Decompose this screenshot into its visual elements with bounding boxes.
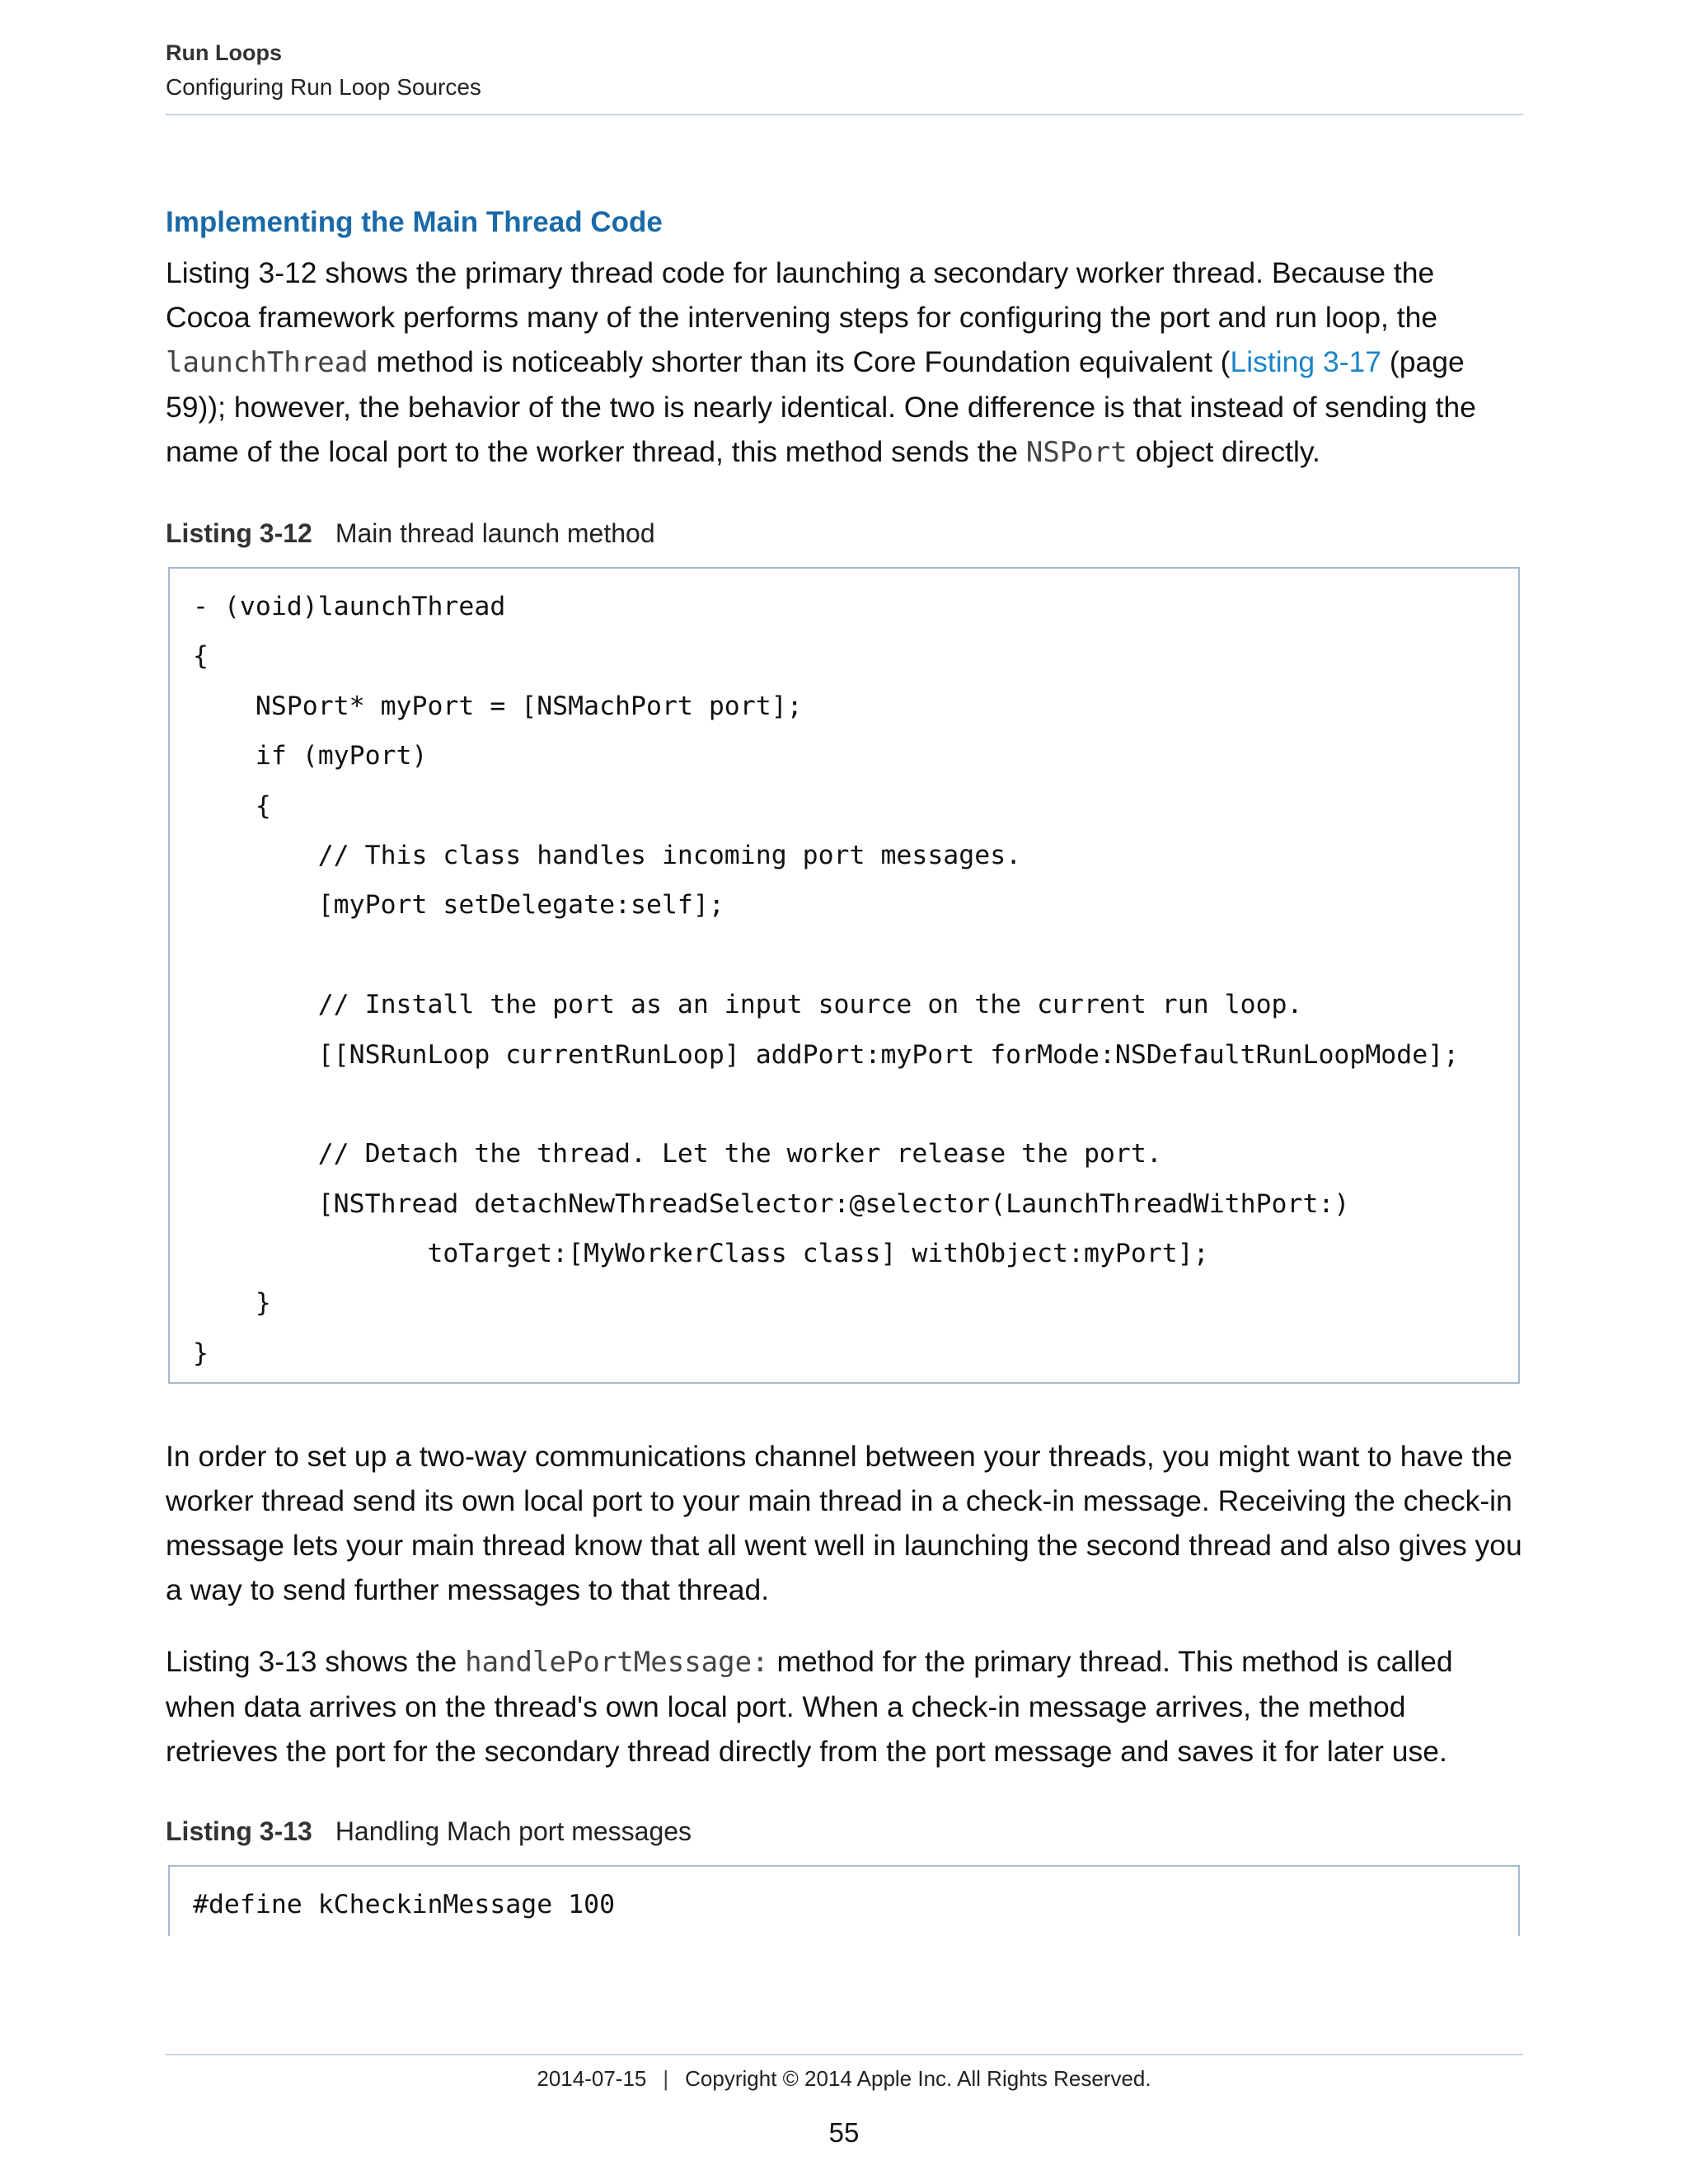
header-divider [166, 114, 1523, 115]
code-listing-3-12 [168, 567, 1520, 1384]
check-in-paragraph: In order to set up a two-way communications channel between your threads, you might want to have the worker thread send its own local port to your main thread in a check-in message. Receiving the check-in message lets your main thread know that all went well in launching the second thread and also gives you a way to send further messages to that thread. [166, 1440, 1522, 1606]
footer-copyright: Copyright © 2014 Apple Inc. All Rights Reserved. [685, 2066, 1151, 2091]
page-number: 55 [828, 2117, 860, 2148]
intro-text-1: Listing 3-12 shows the primary thread code for launching a secondary worker thread. Because the Cocoa framework performs many of the intervening steps for configuring the port and run loop, the [166, 256, 1438, 334]
code-line: // Detach the thread. Let the worker release the port. [193, 1139, 1162, 1169]
intro-text-2: method is noticeably shorter than its Core Foundation equivalent ( [368, 345, 1231, 378]
code-line: [myPort setDelegate:self]; [193, 890, 724, 921]
intro-text-3: (page 59)); however, the behavior of the two is nearly identical. One difference is that instead of sending the name of the local port to the worker thread, this method sends the [166, 345, 1476, 468]
inline-code-nsport: NSPort [1025, 436, 1128, 469]
code-line: toTarget:[MyWorkerClass class] withObject:myPort]; [193, 1239, 1209, 1269]
footer-date: 2014-07-15 [537, 2066, 647, 2091]
listing-number: Listing 3-12 [166, 518, 312, 548]
header-section-title: Configuring Run Loop Sources [166, 74, 481, 100]
listing-3-13-caption [166, 1811, 1526, 1851]
code-line [193, 1080, 1518, 1129]
listing-title: Main thread launch method [335, 518, 655, 548]
footer-separator: | [663, 2066, 669, 2091]
intro-text-4: object directly. [1127, 435, 1320, 468]
main-content [166, 201, 1526, 1936]
code-line: { [193, 790, 271, 821]
handle-port-paragraph [166, 1639, 1526, 1774]
code-line: if (myPort) [193, 741, 428, 771]
code-line: - (void)launchThread [193, 592, 506, 621]
intro-paragraph [166, 251, 1526, 475]
inline-code-handleportmessage: handlePortMessage: [465, 1646, 769, 1679]
listing-3-17-link[interactable]: Listing 3-17 [1230, 345, 1382, 378]
inline-code-launchthread: launchThread [166, 346, 368, 379]
code-line: // Install the port as an input source on the current run loop. [193, 990, 1303, 1020]
code-line: NSPort* myPort = [NSMachPort port]; [193, 691, 803, 721]
page-header [166, 36, 1523, 104]
footer-divider [166, 2054, 1523, 2055]
header-chapter-title: Run Loops [166, 40, 282, 65]
listing-title: Handling Mach port messages [335, 1816, 692, 1846]
code-line [193, 930, 1518, 980]
code-line: { [193, 641, 209, 672]
code-line: } [193, 1338, 209, 1368]
section-heading: Implementing the Main Thread Code [166, 206, 663, 238]
code-line: // This class handles incoming port messages. [193, 840, 1022, 870]
page-footer [0, 2062, 1688, 2095]
handle-port-text-2: method for the primary thread. This method is called when data arrives on the thread's own local port. When a check-in message arrives, the method retrieves the port for the secondary thread directly from the port message and saves it for later use. [166, 1645, 1453, 1768]
code-listing-3-13 [168, 1865, 1520, 1936]
code-line: } [193, 1288, 271, 1319]
handle-port-text-1: Listing 3-13 shows the [166, 1645, 466, 1678]
listing-number: Listing 3-13 [166, 1816, 312, 1846]
code-line: #define kCheckinMessage 100 [193, 1890, 616, 1919]
code-line: [NSThread detachNewThreadSelector:@selector(LaunchThreadWithPort:) [193, 1188, 1350, 1219]
listing-3-12-caption [166, 513, 1526, 553]
code-line: [[NSRunLoop currentRunLoop] addPort:myPort forMode:NSDefaultRunLoopMode]; [193, 1039, 1460, 1070]
